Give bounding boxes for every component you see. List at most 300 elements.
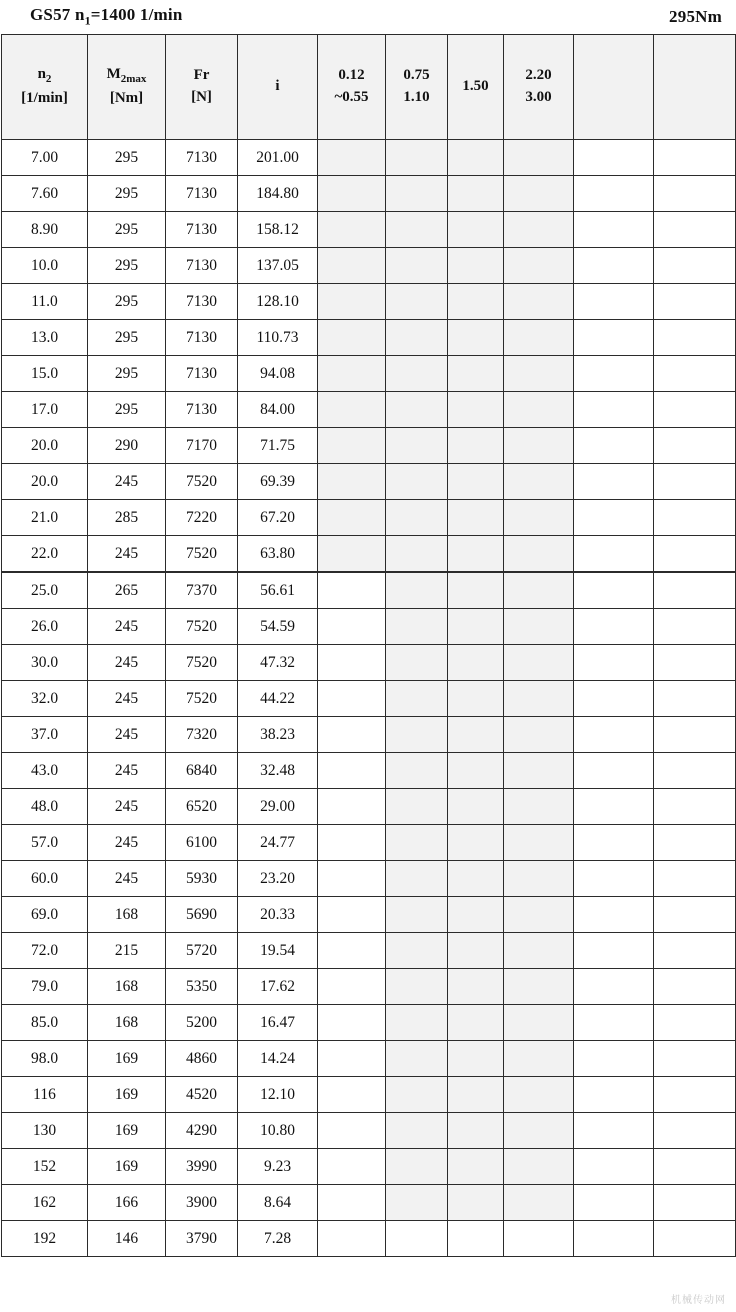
cell-power-1 <box>318 140 386 176</box>
cell-power-5 <box>574 356 654 392</box>
cell-power-6 <box>654 609 736 645</box>
cell-power-4 <box>504 392 574 428</box>
table-row <box>2 717 736 753</box>
column-header-p5 <box>574 35 654 140</box>
cell-power-6 <box>654 645 736 681</box>
cell-power-2 <box>386 789 448 825</box>
cell-fr: 4290 <box>166 1113 238 1149</box>
cell-power-5 <box>574 717 654 753</box>
cell-power-5 <box>574 1221 654 1257</box>
cell-power-4 <box>504 320 574 356</box>
cell-power-1 <box>318 969 386 1005</box>
cell-power-5 <box>574 789 654 825</box>
cell-power-6 <box>654 789 736 825</box>
cell-power-4 <box>504 1113 574 1149</box>
cell-power-2 <box>386 1113 448 1149</box>
cell-power-3 <box>448 645 504 681</box>
cell-power-4 <box>504 1149 574 1185</box>
cell-fr: 7520 <box>166 464 238 500</box>
cell-m2max: 168 <box>88 897 166 933</box>
cell-i: 110.73 <box>238 320 318 356</box>
table-row <box>2 248 736 284</box>
cell-power-5 <box>574 428 654 464</box>
cell-fr: 4520 <box>166 1077 238 1113</box>
cell-m2max: 245 <box>88 825 166 861</box>
cell-power-1 <box>318 1041 386 1077</box>
column-header-line1: 2.20 <box>525 67 552 84</box>
cell-power-2 <box>386 464 448 500</box>
cell-power-2 <box>386 320 448 356</box>
table-row <box>2 500 736 536</box>
cell-i: 128.10 <box>238 284 318 320</box>
cell-power-3 <box>448 933 504 969</box>
cell-fr: 7130 <box>166 176 238 212</box>
cell-i: 137.05 <box>238 248 318 284</box>
cell-power-2 <box>386 392 448 428</box>
cell-power-1 <box>318 536 386 573</box>
cell-n2: 43.0 <box>2 753 88 789</box>
cell-power-1 <box>318 1221 386 1257</box>
cell-power-3 <box>448 825 504 861</box>
cell-power-3 <box>448 1113 504 1149</box>
cell-power-1 <box>318 284 386 320</box>
input-speed-subscript: 1 <box>84 13 91 28</box>
cell-power-6 <box>654 753 736 789</box>
cell-power-2 <box>386 1005 448 1041</box>
table-row <box>2 356 736 392</box>
cell-power-4 <box>504 969 574 1005</box>
cell-power-3 <box>448 861 504 897</box>
cell-power-6 <box>654 933 736 969</box>
cell-power-2 <box>386 176 448 212</box>
cell-power-1 <box>318 825 386 861</box>
cell-power-4 <box>504 1041 574 1077</box>
cell-m2max: 285 <box>88 500 166 536</box>
cell-fr: 3990 <box>166 1149 238 1185</box>
cell-n2: 26.0 <box>2 609 88 645</box>
cell-n2: 69.0 <box>2 897 88 933</box>
cell-i: 14.24 <box>238 1041 318 1077</box>
cell-m2max: 245 <box>88 464 166 500</box>
cell-i: 20.33 <box>238 897 318 933</box>
cell-power-4 <box>504 500 574 536</box>
cell-power-2 <box>386 1149 448 1185</box>
table-row <box>2 861 736 897</box>
column-header-p3 <box>448 35 504 140</box>
cell-power-2 <box>386 356 448 392</box>
column-header-subscript: 2 <box>45 73 52 86</box>
cell-power-6 <box>654 572 736 609</box>
cell-power-1 <box>318 681 386 717</box>
table-row <box>2 284 736 320</box>
column-header-line2: 1.10 <box>403 89 430 105</box>
cell-power-1 <box>318 500 386 536</box>
cell-power-2 <box>386 861 448 897</box>
cell-m2max: 245 <box>88 681 166 717</box>
cell-power-2 <box>386 572 448 609</box>
rated-torque: 295Nm <box>669 7 722 26</box>
cell-n2: 37.0 <box>2 717 88 753</box>
cell-m2max: 166 <box>88 1185 166 1221</box>
cell-i: 29.00 <box>238 789 318 825</box>
cell-n2: 85.0 <box>2 1005 88 1041</box>
cell-power-1 <box>318 933 386 969</box>
cell-power-1 <box>318 428 386 464</box>
cell-fr: 5200 <box>166 1005 238 1041</box>
cell-power-5 <box>574 897 654 933</box>
cell-power-2 <box>386 717 448 753</box>
cell-power-2 <box>386 1041 448 1077</box>
cell-power-5 <box>574 681 654 717</box>
cell-i: 69.39 <box>238 464 318 500</box>
cell-n2: 22.0 <box>2 536 88 573</box>
cell-n2: 152 <box>2 1149 88 1185</box>
cell-n2: 7.00 <box>2 140 88 176</box>
cell-m2max: 245 <box>88 609 166 645</box>
cell-i: 16.47 <box>238 1005 318 1041</box>
watermark: 机械传动网 <box>671 1295 726 1306</box>
cell-power-6 <box>654 500 736 536</box>
cell-power-2 <box>386 645 448 681</box>
cell-power-4 <box>504 428 574 464</box>
cell-power-3 <box>448 1149 504 1185</box>
cell-power-2 <box>386 248 448 284</box>
title-left <box>30 5 183 28</box>
cell-fr: 7130 <box>166 212 238 248</box>
cell-i: 17.62 <box>238 969 318 1005</box>
cell-power-5 <box>574 1041 654 1077</box>
cell-power-4 <box>504 861 574 897</box>
cell-m2max: 215 <box>88 933 166 969</box>
cell-m2max: 290 <box>88 428 166 464</box>
table-body <box>2 140 736 1257</box>
cell-power-3 <box>448 717 504 753</box>
cell-fr: 3900 <box>166 1185 238 1221</box>
table-row <box>2 753 736 789</box>
cell-power-6 <box>654 1185 736 1221</box>
cell-m2max: 295 <box>88 248 166 284</box>
cell-m2max: 245 <box>88 789 166 825</box>
cell-n2: 17.0 <box>2 392 88 428</box>
cell-power-5 <box>574 140 654 176</box>
cell-power-4 <box>504 176 574 212</box>
column-header-line1: 0.12 <box>338 67 365 84</box>
cell-power-6 <box>654 176 736 212</box>
cell-power-2 <box>386 897 448 933</box>
cell-m2max: 295 <box>88 212 166 248</box>
cell-power-1 <box>318 753 386 789</box>
column-header-line2: [N] <box>191 89 212 105</box>
cell-fr: 5690 <box>166 897 238 933</box>
cell-n2: 98.0 <box>2 1041 88 1077</box>
table-row <box>2 1185 736 1221</box>
table-row <box>2 933 736 969</box>
table-header <box>2 35 736 140</box>
cell-power-5 <box>574 248 654 284</box>
cell-m2max: 169 <box>88 1041 166 1077</box>
cell-i: 67.20 <box>238 500 318 536</box>
cell-power-4 <box>504 536 574 573</box>
cell-i: 71.75 <box>238 428 318 464</box>
column-header-line1: 0.75 <box>403 67 430 84</box>
cell-n2: 11.0 <box>2 284 88 320</box>
cell-fr: 7520 <box>166 536 238 573</box>
cell-power-5 <box>574 1077 654 1113</box>
column-header-line1: 1.50 <box>462 78 489 95</box>
cell-i: 84.00 <box>238 392 318 428</box>
cell-power-5 <box>574 861 654 897</box>
cell-m2max: 169 <box>88 1113 166 1149</box>
cell-fr: 7130 <box>166 284 238 320</box>
cell-power-3 <box>448 320 504 356</box>
column-header-line2: ~0.55 <box>334 89 369 105</box>
cell-i: 10.80 <box>238 1113 318 1149</box>
cell-power-3 <box>448 572 504 609</box>
cell-n2: 7.60 <box>2 176 88 212</box>
gear-ratio-table <box>1 34 736 1257</box>
cell-power-3 <box>448 284 504 320</box>
cell-power-1 <box>318 320 386 356</box>
cell-power-5 <box>574 645 654 681</box>
cell-power-3 <box>448 789 504 825</box>
cell-power-5 <box>574 500 654 536</box>
table-row <box>2 572 736 609</box>
cell-power-3 <box>448 536 504 573</box>
cell-power-2 <box>386 969 448 1005</box>
cell-power-3 <box>448 176 504 212</box>
cell-m2max: 295 <box>88 140 166 176</box>
cell-power-4 <box>504 825 574 861</box>
cell-power-3 <box>448 500 504 536</box>
cell-power-6 <box>654 897 736 933</box>
cell-m2max: 295 <box>88 356 166 392</box>
cell-n2: 57.0 <box>2 825 88 861</box>
cell-power-2 <box>386 284 448 320</box>
cell-n2: 60.0 <box>2 861 88 897</box>
cell-fr: 6520 <box>166 789 238 825</box>
cell-power-4 <box>504 645 574 681</box>
cell-n2: 25.0 <box>2 572 88 609</box>
cell-i: 184.80 <box>238 176 318 212</box>
cell-power-3 <box>448 428 504 464</box>
cell-power-1 <box>318 897 386 933</box>
cell-power-2 <box>386 212 448 248</box>
cell-m2max: 169 <box>88 1077 166 1113</box>
column-header-p6 <box>654 35 736 140</box>
cell-fr: 7130 <box>166 392 238 428</box>
cell-power-2 <box>386 753 448 789</box>
cell-fr: 6840 <box>166 753 238 789</box>
cell-power-3 <box>448 681 504 717</box>
cell-n2: 72.0 <box>2 933 88 969</box>
cell-m2max: 245 <box>88 536 166 573</box>
cell-power-3 <box>448 248 504 284</box>
cell-m2max: 295 <box>88 320 166 356</box>
cell-power-6 <box>654 717 736 753</box>
cell-power-5 <box>574 1113 654 1149</box>
cell-m2max: 295 <box>88 392 166 428</box>
cell-power-4 <box>504 212 574 248</box>
cell-power-1 <box>318 609 386 645</box>
cell-n2: 10.0 <box>2 248 88 284</box>
cell-power-1 <box>318 176 386 212</box>
cell-power-6 <box>654 536 736 573</box>
cell-power-4 <box>504 1005 574 1041</box>
cell-power-2 <box>386 1077 448 1113</box>
cell-m2max: 245 <box>88 717 166 753</box>
cell-fr: 7520 <box>166 609 238 645</box>
cell-power-4 <box>504 1221 574 1257</box>
cell-fr: 7220 <box>166 500 238 536</box>
cell-fr: 3790 <box>166 1221 238 1257</box>
cell-power-1 <box>318 1149 386 1185</box>
cell-power-6 <box>654 428 736 464</box>
column-header-line2: [1/min] <box>21 90 68 107</box>
cell-power-5 <box>574 753 654 789</box>
table-row <box>2 1041 736 1077</box>
cell-i: 54.59 <box>238 609 318 645</box>
cell-n2: 116 <box>2 1077 88 1113</box>
cell-i: 9.23 <box>238 1149 318 1185</box>
table-row <box>2 897 736 933</box>
table-row <box>2 1221 736 1257</box>
cell-i: 24.77 <box>238 825 318 861</box>
cell-power-6 <box>654 825 736 861</box>
cell-n2: 15.0 <box>2 356 88 392</box>
cell-power-4 <box>504 1077 574 1113</box>
cell-fr: 6100 <box>166 825 238 861</box>
column-header-line1: Fr <box>193 67 210 84</box>
cell-i: 19.54 <box>238 933 318 969</box>
cell-power-2 <box>386 428 448 464</box>
cell-power-1 <box>318 392 386 428</box>
cell-power-2 <box>386 1221 448 1257</box>
input-speed-label: $n_1=1400$ 1/min <box>74 5 183 28</box>
cell-power-4 <box>504 789 574 825</box>
cell-power-5 <box>574 969 654 1005</box>
table-row <box>2 320 736 356</box>
cell-power-1 <box>318 572 386 609</box>
cell-power-4 <box>504 572 574 609</box>
cell-power-4 <box>504 140 574 176</box>
cell-power-4 <box>504 717 574 753</box>
cell-i: 12.10 <box>238 1077 318 1113</box>
cell-power-3 <box>448 609 504 645</box>
cell-fr: 7130 <box>166 140 238 176</box>
cell-power-5 <box>574 825 654 861</box>
cell-power-4 <box>504 897 574 933</box>
cell-i: 201.00 <box>238 140 318 176</box>
cell-n2: 13.0 <box>2 320 88 356</box>
cell-fr: 7130 <box>166 356 238 392</box>
cell-fr: 7130 <box>166 320 238 356</box>
cell-i: 94.08 <box>238 356 318 392</box>
cell-n2: 192 <box>2 1221 88 1257</box>
cell-power-1 <box>318 1005 386 1041</box>
table-row <box>2 140 736 176</box>
cell-power-5 <box>574 1005 654 1041</box>
cell-power-2 <box>386 933 448 969</box>
cell-m2max: 168 <box>88 969 166 1005</box>
cell-power-3 <box>448 1185 504 1221</box>
column-header-m2max <box>88 35 166 140</box>
cell-power-6 <box>654 861 736 897</box>
cell-power-5 <box>574 933 654 969</box>
cell-fr: 7130 <box>166 248 238 284</box>
cell-fr: 7370 <box>166 572 238 609</box>
cell-fr: 7170 <box>166 428 238 464</box>
cell-power-3 <box>448 1077 504 1113</box>
column-header-i <box>238 35 318 140</box>
table-row <box>2 1149 736 1185</box>
table-row <box>2 392 736 428</box>
column-header-p2 <box>386 35 448 140</box>
column-header-line1: $n_2$ <box>37 66 52 86</box>
cell-power-1 <box>318 861 386 897</box>
cell-i: 44.22 <box>238 681 318 717</box>
cell-i: 38.23 <box>238 717 318 753</box>
column-header-subscript: 2max <box>120 73 147 86</box>
cell-i: 8.64 <box>238 1185 318 1221</box>
cell-power-3 <box>448 753 504 789</box>
title-bar <box>0 0 736 34</box>
cell-m2max: 265 <box>88 572 166 609</box>
cell-power-4 <box>504 753 574 789</box>
cell-power-6 <box>654 284 736 320</box>
cell-power-4 <box>504 248 574 284</box>
cell-n2: 32.0 <box>2 681 88 717</box>
cell-power-1 <box>318 1185 386 1221</box>
cell-power-6 <box>654 681 736 717</box>
table-row <box>2 789 736 825</box>
table-row <box>2 212 736 248</box>
cell-power-2 <box>386 1185 448 1221</box>
table-row <box>2 176 736 212</box>
cell-power-6 <box>654 969 736 1005</box>
cell-power-2 <box>386 500 448 536</box>
cell-power-4 <box>504 464 574 500</box>
cell-power-1 <box>318 717 386 753</box>
cell-power-3 <box>448 897 504 933</box>
cell-power-3 <box>448 1005 504 1041</box>
cell-power-5 <box>574 392 654 428</box>
cell-n2: 20.0 <box>2 428 88 464</box>
column-header-p4 <box>504 35 574 140</box>
cell-power-5 <box>574 212 654 248</box>
cell-power-5 <box>574 320 654 356</box>
cell-power-2 <box>386 825 448 861</box>
cell-power-6 <box>654 464 736 500</box>
cell-i: 7.28 <box>238 1221 318 1257</box>
cell-power-2 <box>386 140 448 176</box>
table-row <box>2 464 736 500</box>
cell-n2: 8.90 <box>2 212 88 248</box>
cell-n2: 162 <box>2 1185 88 1221</box>
cell-n2: 48.0 <box>2 789 88 825</box>
cell-power-3 <box>448 1041 504 1077</box>
cell-power-6 <box>654 1077 736 1113</box>
cell-power-3 <box>448 392 504 428</box>
cell-power-6 <box>654 1113 736 1149</box>
table-row <box>2 1077 736 1113</box>
cell-fr: 5930 <box>166 861 238 897</box>
cell-n2: 20.0 <box>2 464 88 500</box>
table-row <box>2 428 736 464</box>
cell-power-5 <box>574 572 654 609</box>
cell-power-3 <box>448 464 504 500</box>
cell-fr: 4860 <box>166 1041 238 1077</box>
cell-power-1 <box>318 1077 386 1113</box>
